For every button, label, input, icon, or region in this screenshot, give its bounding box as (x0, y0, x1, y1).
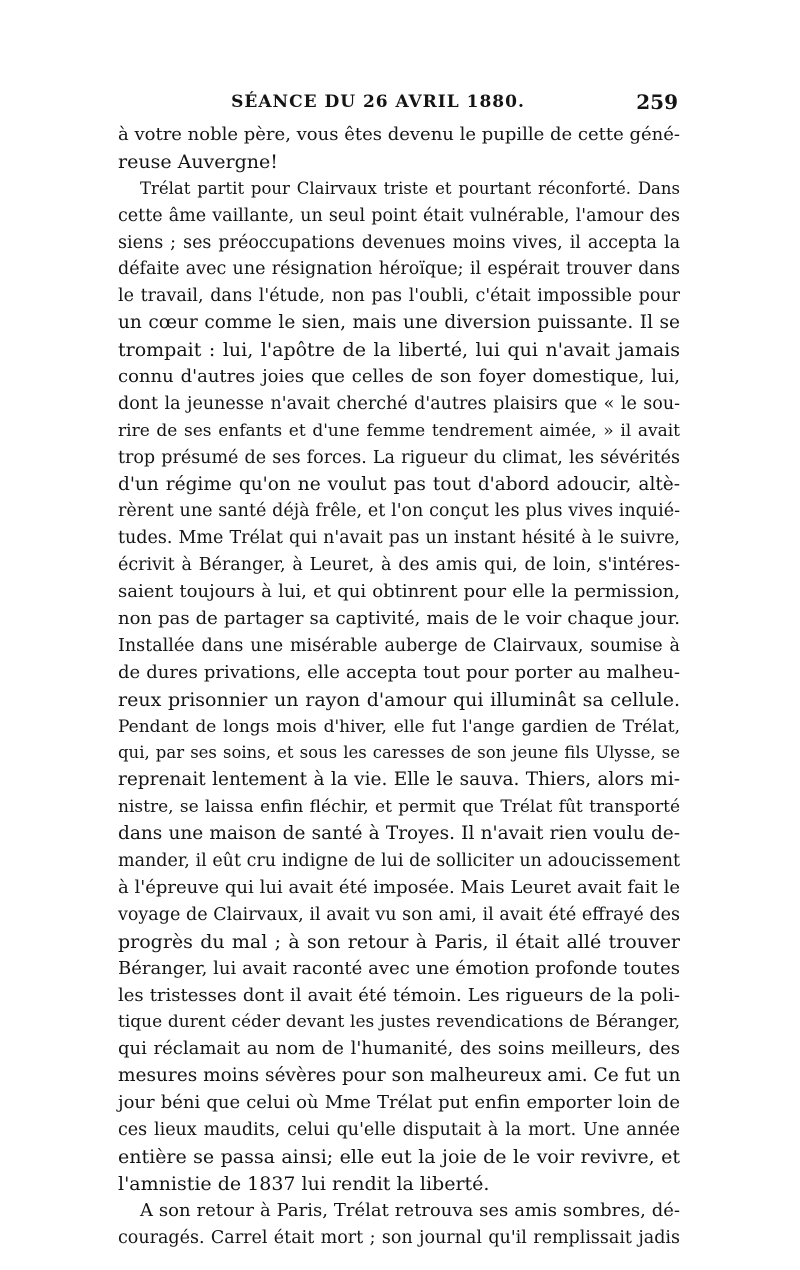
page-header (118, 88, 678, 118)
text-line: mesures moins sévères pour son malheureux ami. Ce fut un (118, 1065, 681, 1087)
text-line: tudes. Mme Trélat qui n'avait pas un instant hésité à le suivre, (118, 528, 680, 549)
text-line: les tristesses dont il avait été témoin. Les rigueurs de la poli- (118, 984, 680, 1006)
text-line: ces lieux maudits, celui qu'elle disputait à la mort. Une année (118, 1119, 680, 1140)
text-line: trompait : lui, l'apôtre de la liberté, lui qui n'avait jamais (118, 339, 680, 362)
text-line: jour béni que celui où Mme Trélat put enfin emporter loin de (118, 1092, 680, 1114)
text-line: Installée dans une misérable auberge de Clairvaux, soumise à (118, 635, 680, 656)
text-line: dans une maison de santé à Troyes. Il n'avait rien voulu de- (118, 823, 680, 845)
text-line: connu d'autres joies que celles de son foyer domestique, lui, (118, 366, 680, 388)
text-line: à votre noble père, vous êtes devenu le pupille de cette géné- (118, 124, 680, 145)
text-line: dont la jeunesse n'avait cherché d'autres plaisirs que « le sou- (118, 393, 680, 414)
text-line: non pas de partager sa captivité, mais de le voir chaque jour. (118, 608, 680, 630)
text-line: écrivit à Béranger, à Leuret, à des amis qui, de loin, s'intéres- (118, 555, 680, 576)
body-text (118, 122, 680, 1251)
text-line: un cœur comme le sien, mais une diversion puissante. Il se (118, 312, 680, 334)
text-line: de dures privations, elle accepta tout pour porter au malheu- (118, 661, 680, 683)
text-line: A son retour à Paris, Trélat retrouva ses amis sombres, dé- (140, 1199, 680, 1221)
text-line: rire de ses enfants et d'une femme tendrement aimée, » il avait (118, 420, 680, 441)
text-line: défaite avec une résignation héroïque; il espérait trouver dans (118, 259, 680, 280)
text-line: Trélat partit pour Clairvaux triste et pourtant réconforté. Dans (140, 178, 680, 198)
text-line: entière se passa ainsi; elle eut la joie de le voir revivre, et (118, 1145, 680, 1168)
text-line: trop présumé de ses forces. La rigueur du climat, les sévérités (118, 447, 680, 468)
text-line: tique durent céder devant les justes revendications de Béranger, (118, 1012, 680, 1033)
text-line: mander, il eût cru indigne de lui de solliciter un adoucissement (118, 851, 680, 872)
text-line: progrès du mal ; à son retour à Paris, il était allé trouver (118, 930, 680, 953)
text-line: saient toujours à lui, et qui obtinrent pour elle la permission, (118, 581, 680, 603)
text-line: reprenait lentement à la vie. Elle le sauva. Thiers, alors mi- (118, 769, 680, 791)
text-line: qui réclamait au nom de l'humanité, des soins meilleurs, des (118, 1038, 680, 1060)
text-line: cette âme vaillante, un seul point était vulnérable, l'amour des (118, 205, 680, 226)
text-line: couragés. Carrel était mort ; son journal qu'il remplissait jadis (118, 1227, 680, 1248)
text-line: Pendant de longs mois d'hiver, elle fut l'ange gardien de Trélat, (118, 716, 680, 737)
text-line: Béranger, lui avait raconté avec une émotion profonde toutes (118, 957, 680, 979)
text-line: d'un régime qu'on ne voulut pas tout d'abord adoucir, altè- (118, 473, 680, 495)
text-line: qui, par ses soins, et sous les caresses de son jeune fils Ulysse, se (118, 743, 680, 763)
text-line: reuse Auvergne! (118, 150, 278, 173)
text-line: rèrent une santé déjà frêle, et l'on conçut les plus vives inquié- (118, 501, 680, 522)
text-line: voyage de Clairvaux, il avait vu son ami, il avait été effrayé des (118, 904, 680, 925)
text-line: reux prisonnier un rayon d'amour qui illuminât sa cellule. (118, 688, 680, 711)
running-head: SÉANCE DU 26 AVRIL 1880. (231, 92, 525, 112)
text-line: à l'épreuve qui lui avait été imposée. Mais Leuret avait fait le (118, 876, 680, 898)
text-line: nistre, se laissa enfin fléchir, et permit que Trélat fût transporté (118, 797, 680, 818)
text-line: siens ; ses préoccupations devenues moins vives, il accepta la (118, 232, 680, 253)
text-line: le travail, dans l'étude, non pas l'oubli, c'était impossible pour (118, 286, 680, 307)
page-number: 259 (636, 90, 678, 114)
text-line: l'amnistie de 1837 lui rendit la liberté. (118, 1172, 490, 1195)
